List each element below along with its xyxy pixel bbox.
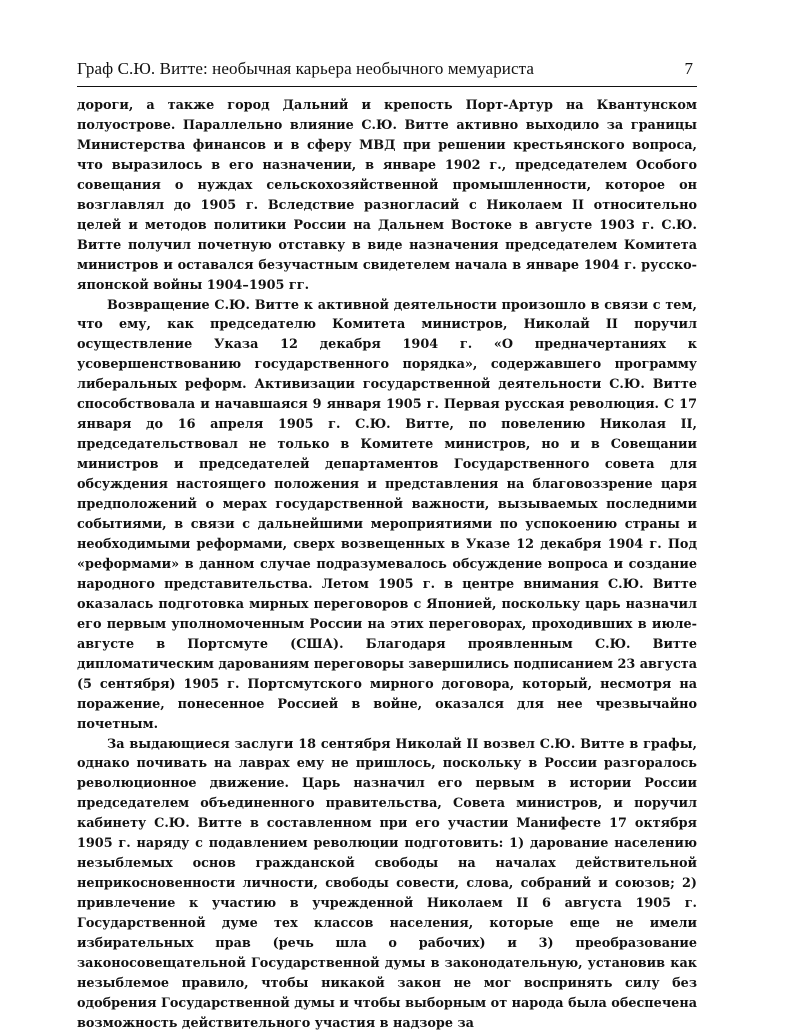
page-number: 7: [684, 59, 693, 78]
paragraph-continuation: дороги, а также город Дальний и крепость Порт-Артур на Квантунском полуострове. Параллельно влияние С.Ю. Витте активно выходило за границы Министерства финансов и в сферу МВД при решении крестьянского вопроса, что выразилось в его назначении, в январе 1902 г., председателем Особого совещания о нуждах сельскохозяйственной промышленности, которое он возглавлял до 1905 г. Вследствие разногласий с Николаем II относительно целей и методов политики России на Дальнем Востоке в августе 1903 г. С.Ю. Витте получил почетную отставку в виде назначения председателем Комитета министров и оставался безучастным свидетелем начала в январе 1904 г. русско-японской войны 1904–1905 гг.: [77, 98, 697, 293]
paragraph: Возвращение С.Ю. Витте к активной деятельности произошло в связи с тем, что ему, как председателю Комитета министров, Николай II поручил осуществление Указа 12 декабря 1904 г. «О предначертаниях к усовершенствованию государственного порядка», содержавшего программу либеральных реформ. Активизации государственной деятельности С.Ю. Витте способствовала и начавшаяся 9 января 1905 г. Первая русская революция. С 17 января до 16 апреля 1905 г. С.Ю. Витте, по повелению Николая II, председательствовал не только в Комитете министров, но и в Совещании министров и председателей департаментов Государственного совета для обсуждения настоящего положения и представления на благовоззрение царя предположений о мерах государственной важности, вызываемых последними событиями, в связи с дальнейшими мероприятиями по успокоению страны и необходимыми реформами, сверх возвещенных в Указе 12 декабря 1904 г. Под «реформами» в данном случае подразумевалось обсуждение вопроса и создание народного представительства. Летом 1905 г. в центре внимания С.Ю. Витте оказалась подготовка мирных переговоров с Японией, поскольку царь назначил его первым уполномоченным России на этих переговорах, проходивших в июле-августе в Портсмуте (США). Благодаря проявленным С.Ю. Витте дипломатическим дарованиям переговоры завершились подписанием 23 августа (5 сентября) 1905 г. Портсмутского мирного договора, который, несмотря на поражение, понесенное Россией в войне, оказался для нее чрезвычайно почетным.: [77, 297, 697, 732]
body-text: [77, 96, 697, 1034]
running-header: [77, 58, 697, 87]
paragraph: За выдающиеся заслуги 18 сентября Николай II возвел С.Ю. Витте в графы, однако почивать на лаврах ему не пришлось, поскольку в России разгоралось революционное движение. Царь назначил его первым в истории России председателем объединенного правительства, Совета министров, и поручил кабинету С.Ю. Витте в составленном при его участии Манифесте 17 октября 1905 г. наряду с подавлением революции подготовить: 1) дарование населению незыблемых основ гражданской свободы на началах действительной неприкосновенности личности, свободы совести, слова, собраний и союзов; 2) привлечение к участию в учрежденной Николаем II 6 августа 1905 г. Государственной думе тех классов населения, которые еще не имели избирательных прав (речь шла о рабочих) и 3) преобразование законосовещательной Государственной думы в законодательную, установив как незыблемое правило, чтобы никакой закон не мог воспринять силу без одобрения Государственной думы и чтобы выборным от народа была обеспечена возможность действительного участия в надзоре за: [77, 736, 697, 1031]
running-title: Граф С.Ю. Витте: необычная карьера необычного мемуариста: [77, 59, 535, 78]
book-page: [77, 58, 697, 1034]
